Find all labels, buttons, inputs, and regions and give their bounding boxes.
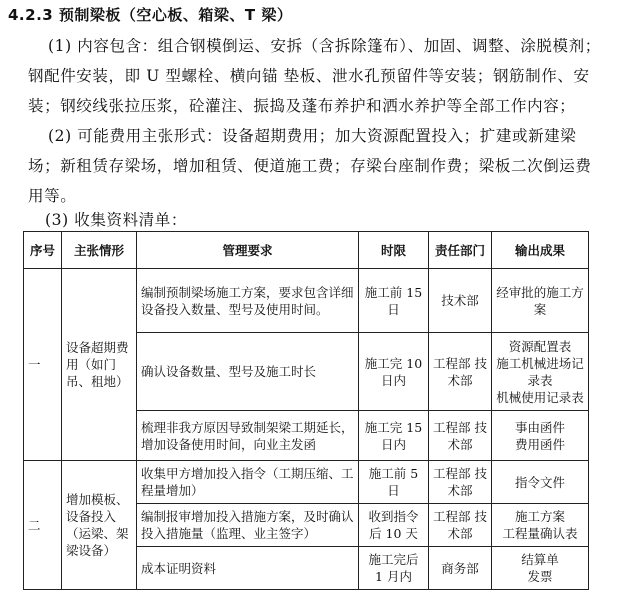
evidence-checklist-table (23, 231, 589, 590)
table-row (24, 461, 589, 504)
table-row (24, 269, 589, 333)
cell-deadline: 施工前 5 日 (359, 461, 429, 504)
header-department: 责任部门 (429, 232, 492, 269)
output-item: 工程量确认表 (502, 526, 578, 541)
cell-deadline: 收到指令后 10 天 (359, 504, 429, 547)
cell-requirement: 确认设备数量、型号及施工时长 (137, 333, 359, 411)
paragraph-claim-forms: (2) 可能费用主张形式：设备超期费用；加大资源配置投入；扩建或新建梁场；新租赁存梁场，增加租赁、便道施工费；存梁台座制作费；梁板二次倒运费用等。 (28, 127, 592, 205)
output-item: 指令文件 (514, 474, 565, 490)
output-item: 事由函件 (514, 419, 565, 435)
cell-deadline: 施工前 15 日 (359, 269, 429, 333)
cell-department: 工程部 技术部 (429, 504, 492, 547)
output-item: 经审批的施工方案 (496, 284, 584, 317)
output-item: 发票 (527, 569, 553, 584)
output-item: 资源配置表 (508, 338, 572, 354)
header-requirement: 管理要求 (137, 232, 359, 269)
cell-output (492, 461, 589, 504)
cell-department: 工程部 技术部 (429, 461, 492, 504)
header-case: 主张情形 (62, 232, 137, 269)
header-no: 序号 (24, 232, 62, 269)
cell-deadline: 施工完后 1 月内 (359, 547, 429, 590)
cell-requirement: 编制报审增加投入措施方案，及时确认投入措施量（监理、业主签字） (137, 504, 359, 547)
cell-output (492, 504, 589, 547)
output-item: 机械使用记录表 (496, 389, 584, 405)
header-output: 输出成果 (492, 232, 589, 269)
output-item: 费用函件 (514, 436, 565, 452)
group-no: 一 (24, 269, 62, 461)
cell-department: 工程部 技术部 (429, 411, 492, 461)
output-item: 施工方案 (514, 509, 565, 524)
group-case: 增加模板、设备投入（运梁、架梁设备） (62, 461, 137, 590)
cell-department: 技术部 (429, 269, 492, 333)
cell-deadline: 施工完 15 日内 (359, 411, 429, 461)
cell-deadline: 施工完 10 日内 (359, 333, 429, 411)
cell-output (492, 411, 589, 461)
cell-department: 商务部 (429, 547, 492, 590)
cell-requirement: 成本证明资料 (137, 547, 359, 590)
cell-requirement: 梳理非我方原因导致制架梁工期延长，增加设备使用时间，向业主发函 (137, 411, 359, 461)
output-item: 施工机械进场记录表 (496, 355, 584, 388)
output-item: 结算单 (521, 552, 559, 567)
cell-output (492, 333, 589, 411)
cell-requirement: 编制预制梁场施工方案，要求包含详细设备投入数量、型号及使用时间。 (137, 269, 359, 333)
cell-department: 工程部 技术部 (429, 333, 492, 411)
cell-requirement: 收集甲方增加投入指令（工期压缩、工程量增加） (137, 461, 359, 504)
header-deadline: 时限 (359, 232, 429, 269)
paragraph-content-scope: (1) 内容包含：组合钢模倒运、安拆（含拆除篷布）、加固、调整、涂脱模剂；钢配件安装，即 U 型螺栓、横向锚 垫板、泄水孔预留件等安装；钢筋制作、安装；钢绞线张拉压浆，砼灌注、振捣及蓬布养护和洒水养护等全部工作内容； (28, 37, 601, 115)
group-case: 设备超期费用（如门吊、租地） (62, 269, 137, 461)
section-heading: 4.2.3 预制梁板（空心板、箱梁、T 梁） (8, 6, 293, 24)
group-no: 二 (24, 461, 62, 590)
list-title: (3) 收集资料清单： (45, 211, 187, 229)
cell-output (492, 547, 589, 590)
cell-output (492, 269, 589, 333)
table-header-row (24, 232, 589, 269)
